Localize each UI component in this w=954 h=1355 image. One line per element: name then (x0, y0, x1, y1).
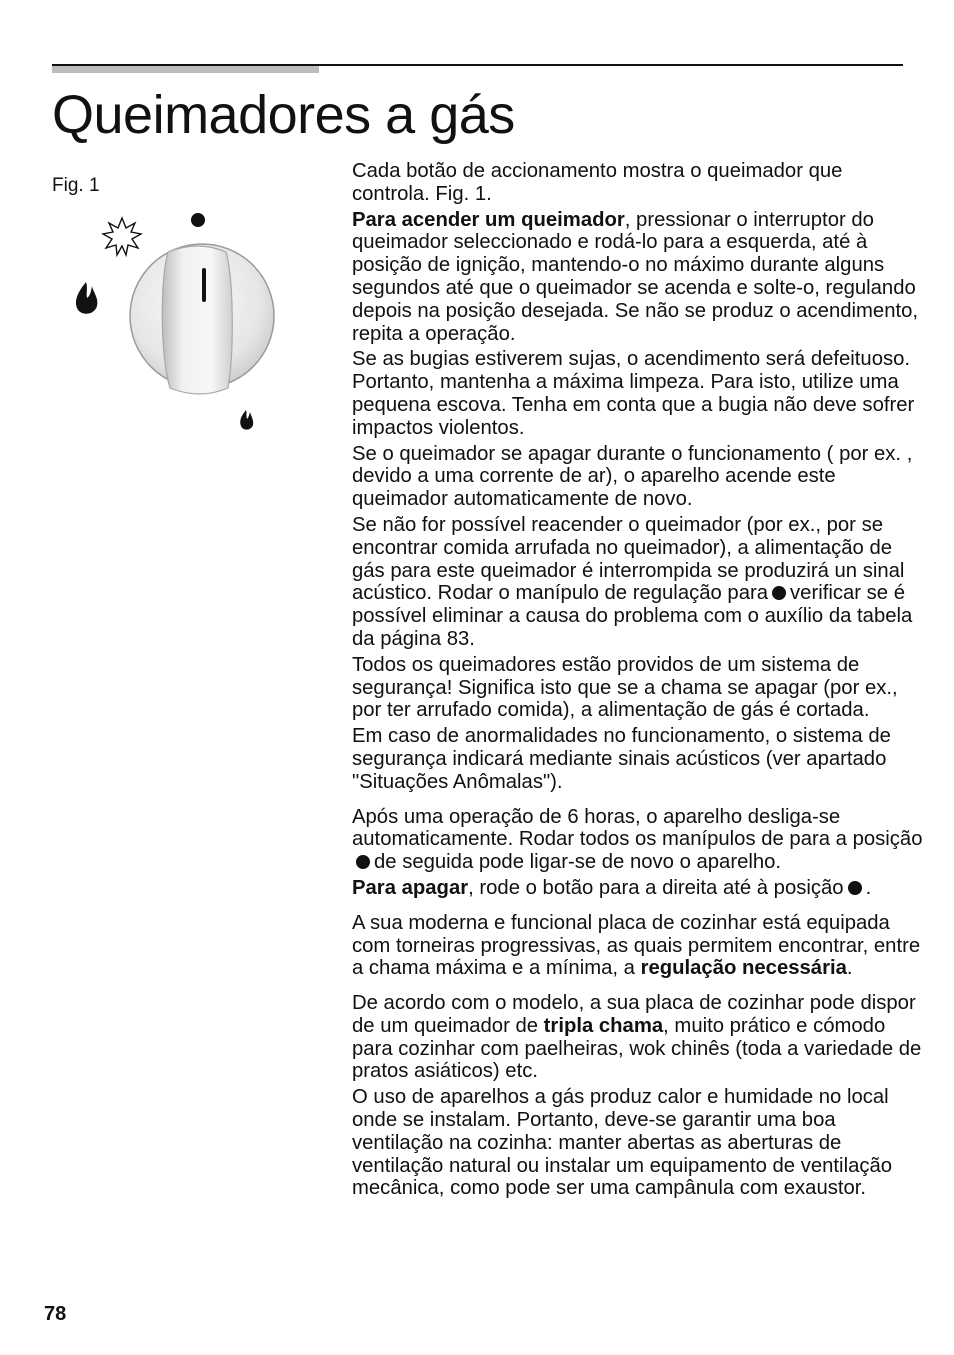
turn-off-text: , rode o botão para a direita até à posição (468, 876, 844, 899)
auto-off-text-b: de seguida pode ligar-se de novo o aparelho. (374, 851, 782, 874)
auto-off-text-a: Após uma operação de 6 horas, o aparelho desliga-se automaticamente. Rodar todos os manípulos de para a posição (352, 805, 923, 851)
paragraph-triple-flame (352, 992, 924, 1083)
paragraph-gas-interrupt (352, 514, 924, 651)
off-position-dot-icon (848, 881, 862, 895)
large-flame-icon (76, 282, 97, 314)
off-position-dot-icon (356, 855, 370, 869)
triple-flame-bold: tripla chama (543, 1014, 664, 1037)
paragraph-ventilation: O uso de aparelhos a gás produz calor e humidade no local onde se instalam. Portanto, deve-se garantir uma boa ventilação na cozinha: manter abertas as aberturas de ventilação natural ou instalar um equipamento de ventilação mecânica, como pode ser uma campânula com exaustor. (352, 1086, 893, 1200)
turn-off-end: . (865, 876, 872, 899)
ignition-text: , pressionar o interruptor do queimador seleccionado e rodá-lo para a esquerda, até à posição de ignição, mantendo-o no máximo durante alguns segundos até que o queimador se acenda e solte-o, regulando depois na posição desejada. Se não se produz o acendimento, repita a operação. (352, 208, 919, 345)
page-title: Queimadores a gás (52, 85, 515, 145)
paragraph-anomalies: Em caso de anormalidades no funcionamento, o sistema de segurança indicará mediante sinais acústicos (ver apartado "Situações Anômalas"). (352, 725, 891, 793)
paragraph-auto-reignite: Se o queimador se apagar durante o funcionamento ( por ex. , devido a uma corrente de ar), o aparelho acende este queimador automaticamente de novo. (352, 442, 913, 511)
small-flame-icon (240, 410, 253, 430)
progressive-text: A sua moderna e funcional placa de cozinhar está equipada com torneiras progressivas, as quais permitem encontrar, entre a chama máxima e a mínima, a (352, 911, 921, 980)
triple-flame-text-a: De acordo com o modelo, a sua placa de cozinhar pode dispor de um queimador de (352, 992, 916, 1037)
paragraph-auto-off (352, 806, 924, 874)
progressive-end: . (846, 957, 853, 980)
off-position-dot-icon (191, 213, 205, 227)
progressive-bold: regulação necessária (640, 957, 847, 980)
paragraph-spark-plugs: Se as bugias estiverem sujas, o acendimento será defeituoso. Portanto, mantenha a máxima limpeza. Para isto, utilize uma pequena escova. Tenha em conta que a bugia não deve sofrer impactos violentos. (352, 348, 915, 439)
ignition-spark-icon (103, 218, 141, 255)
figure-label: Fig. 1 (52, 175, 100, 196)
control-knob (130, 244, 274, 394)
gas-interrupt-text-b: verificar se é possível eliminar a causa do problema com o auxílio da tabela da página 83. (352, 582, 913, 650)
paragraph-intro: Cada botão de accionamento mostra o queimador que controla. Fig. 1. (352, 160, 843, 205)
knob-figure (60, 200, 300, 440)
triple-flame-text-b: , muito prático e cómodo para cozinhar com paelheiras, wok chinês (toda a variedade de pratos asiáticos) etc. (352, 1014, 922, 1083)
paragraph-turn-off (352, 877, 924, 900)
turn-off-heading: Para apagar (352, 876, 469, 899)
paragraph-safety-system: Todos os queimadores estão providos de um sistema de segurança! Significa isto que se a chama se apagar (por ex., por ter arrufado comida), a alimentação de gás é cortada. (352, 653, 898, 722)
gas-interrupt-text-a: Se não for possível reacender o queimador (por ex., por se encontrar comida arrufada no queimador), a alimentação de gás para este queimador é interrompida se produzirá un sinal acústico. Rodar o manípulo de regulação para (352, 513, 905, 605)
paragraph-progressive-taps (352, 912, 924, 980)
main-text (352, 160, 924, 1203)
page-number: 78 (44, 1303, 67, 1325)
ignition-heading: Para acender um queimador (352, 208, 625, 231)
paragraph-ignition (352, 209, 924, 346)
header-accent-bar (52, 66, 319, 73)
off-position-dot-icon (772, 586, 786, 600)
